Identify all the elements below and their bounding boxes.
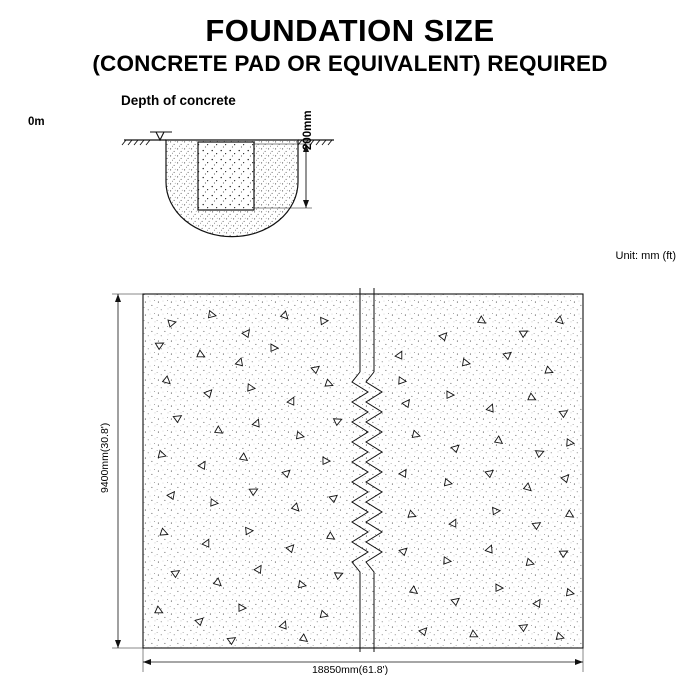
depth-dimension-label: 200mm [302, 110, 314, 150]
depth-of-concrete-heading: Depth of concrete [121, 93, 236, 108]
height-dimension-label: 9400mm(30.8') [99, 422, 111, 493]
width-dimension-label: 18850mm(61.8') [311, 664, 389, 676]
page-title: FOUNDATION SIZE [205, 13, 495, 48]
ground-level-label: 0m [28, 116, 45, 128]
unit-note: Unit: mm (ft) [615, 250, 676, 262]
page-subtitle: (CONCRETE PAD OR EQUIVALENT) REQUIRED [92, 51, 608, 76]
